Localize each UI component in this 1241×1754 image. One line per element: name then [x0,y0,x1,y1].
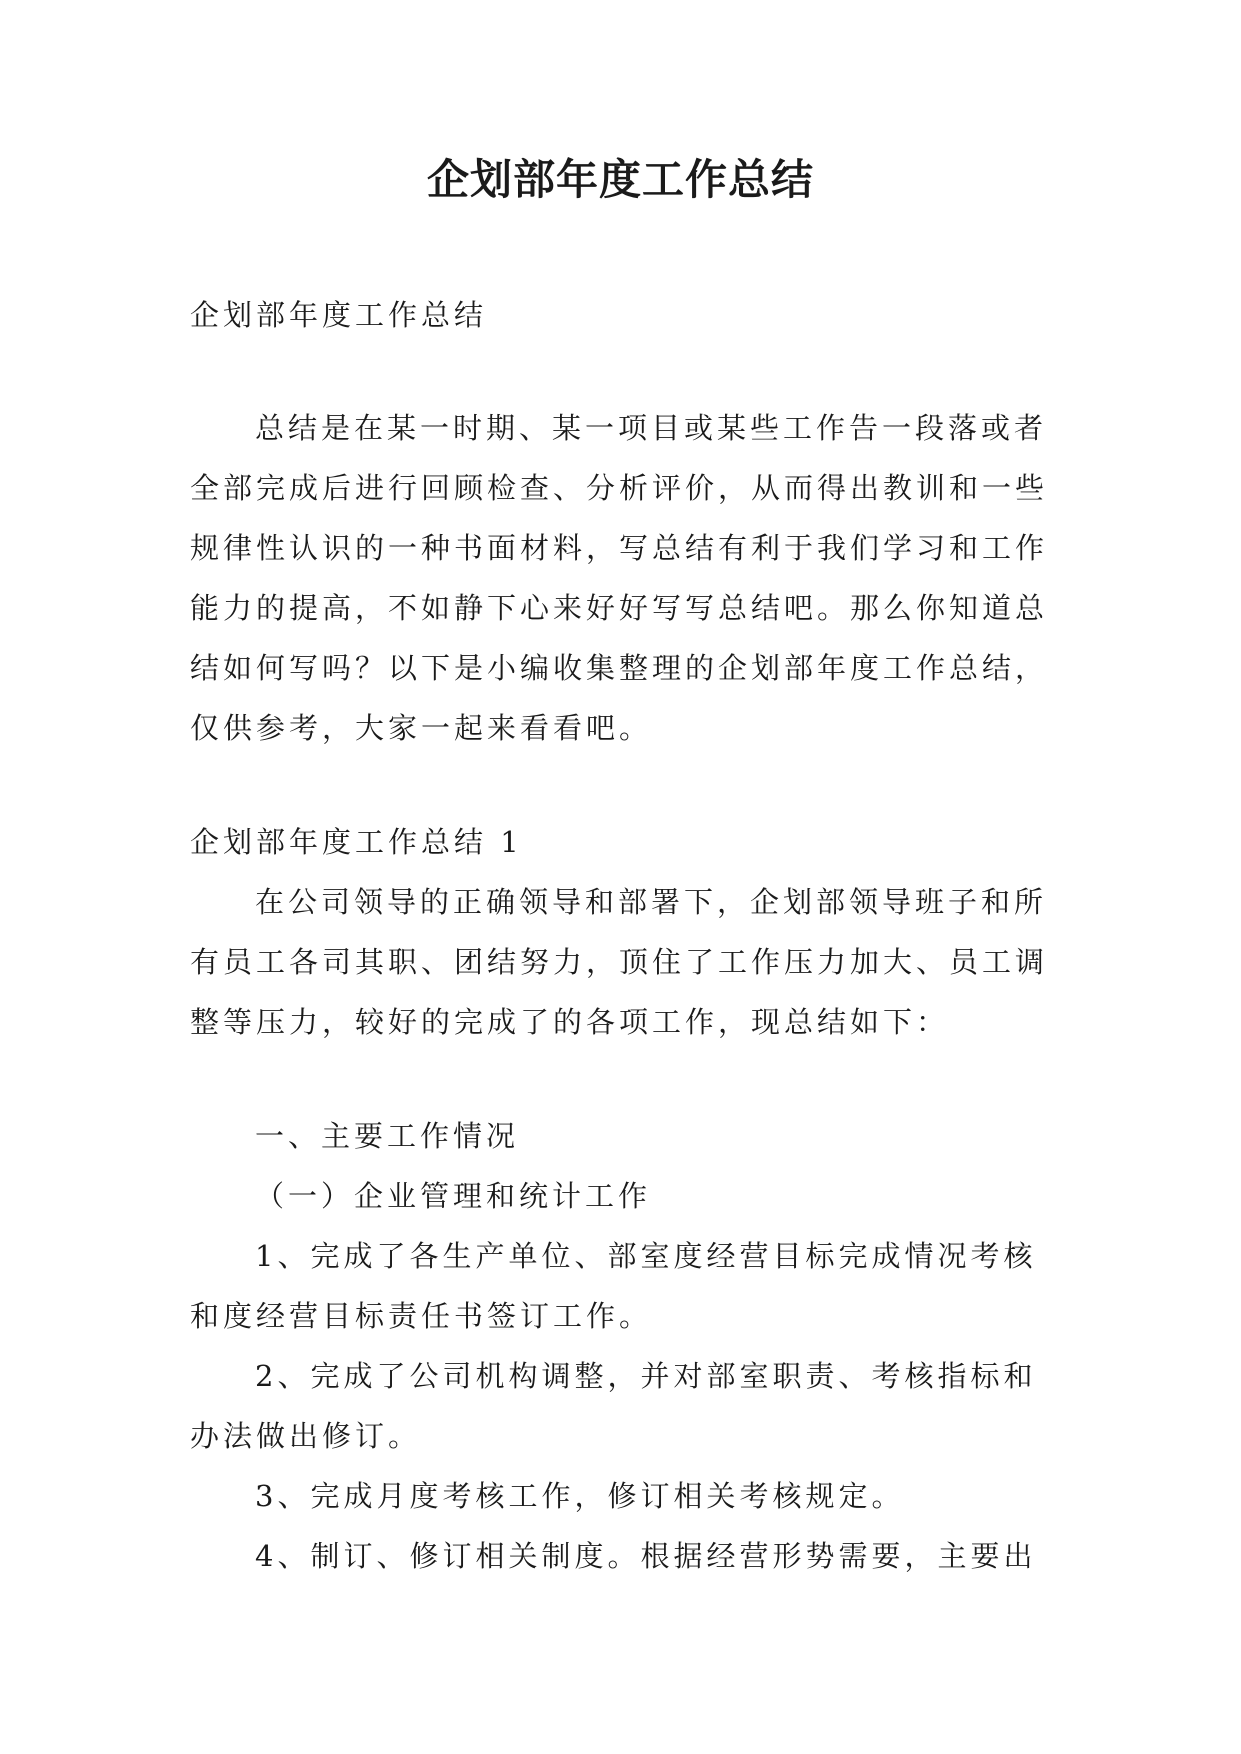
list-item-line: 1、完成了各生产单位、部室度经营目标完成情况考核 [255,1239,1037,1273]
subsection-heading: （一）企业管理和统计工作 [255,1179,652,1213]
list-item-line: 2、完成了公司机构调整，并对部室职责、考核指标和 [255,1359,1037,1393]
document-title: 企划部年度工作总结 [426,155,814,204]
intro-paragraph-line: 仅供参考，大家一起来看看吧。 [190,711,653,745]
section-heading: 企划部年度工作总结 1 [190,825,523,859]
intro-paragraph-line: 能力的提高，不如静下心来好好写写总结吧。那么你知道总 [190,591,1049,625]
intro-paragraph-line: 总结是在某一时期、某一项目或某些工作告一段落或者 [255,411,1048,445]
intro-paragraph-line: 结如何写吗？以下是小编收集整理的企划部年度工作总结， [190,651,1049,685]
list-item-line: 3、完成月度考核工作，修订相关考核规定。 [255,1479,905,1513]
body-paragraph-line: 整等压力，较好的完成了的各项工作，现总结如下： [190,1005,950,1039]
body-paragraph-line: 有员工各司其职、团结努力，顶住了工作压力加大、员工调 [190,945,1049,979]
subtitle-line: 企划部年度工作总结 [190,298,488,332]
list-item-line: 4、制订、修订相关制度。根据经营形势需要，主要出 [255,1539,1037,1573]
list-item-line: 办法做出修订。 [190,1419,422,1453]
intro-paragraph-line: 规律性认识的一种书面材料，写总结有利于我们学习和工作 [190,531,1049,565]
body-paragraph-line: 在公司领导的正确领导和部署下，企划部领导班子和所 [255,885,1048,919]
intro-paragraph-line: 全部完成后进行回顾检查、分析评价，从而得出教训和一些 [190,471,1049,505]
subsection-heading: 一、主要工作情况 [255,1119,520,1153]
list-item-line: 和度经营目标责任书签订工作。 [190,1299,653,1333]
